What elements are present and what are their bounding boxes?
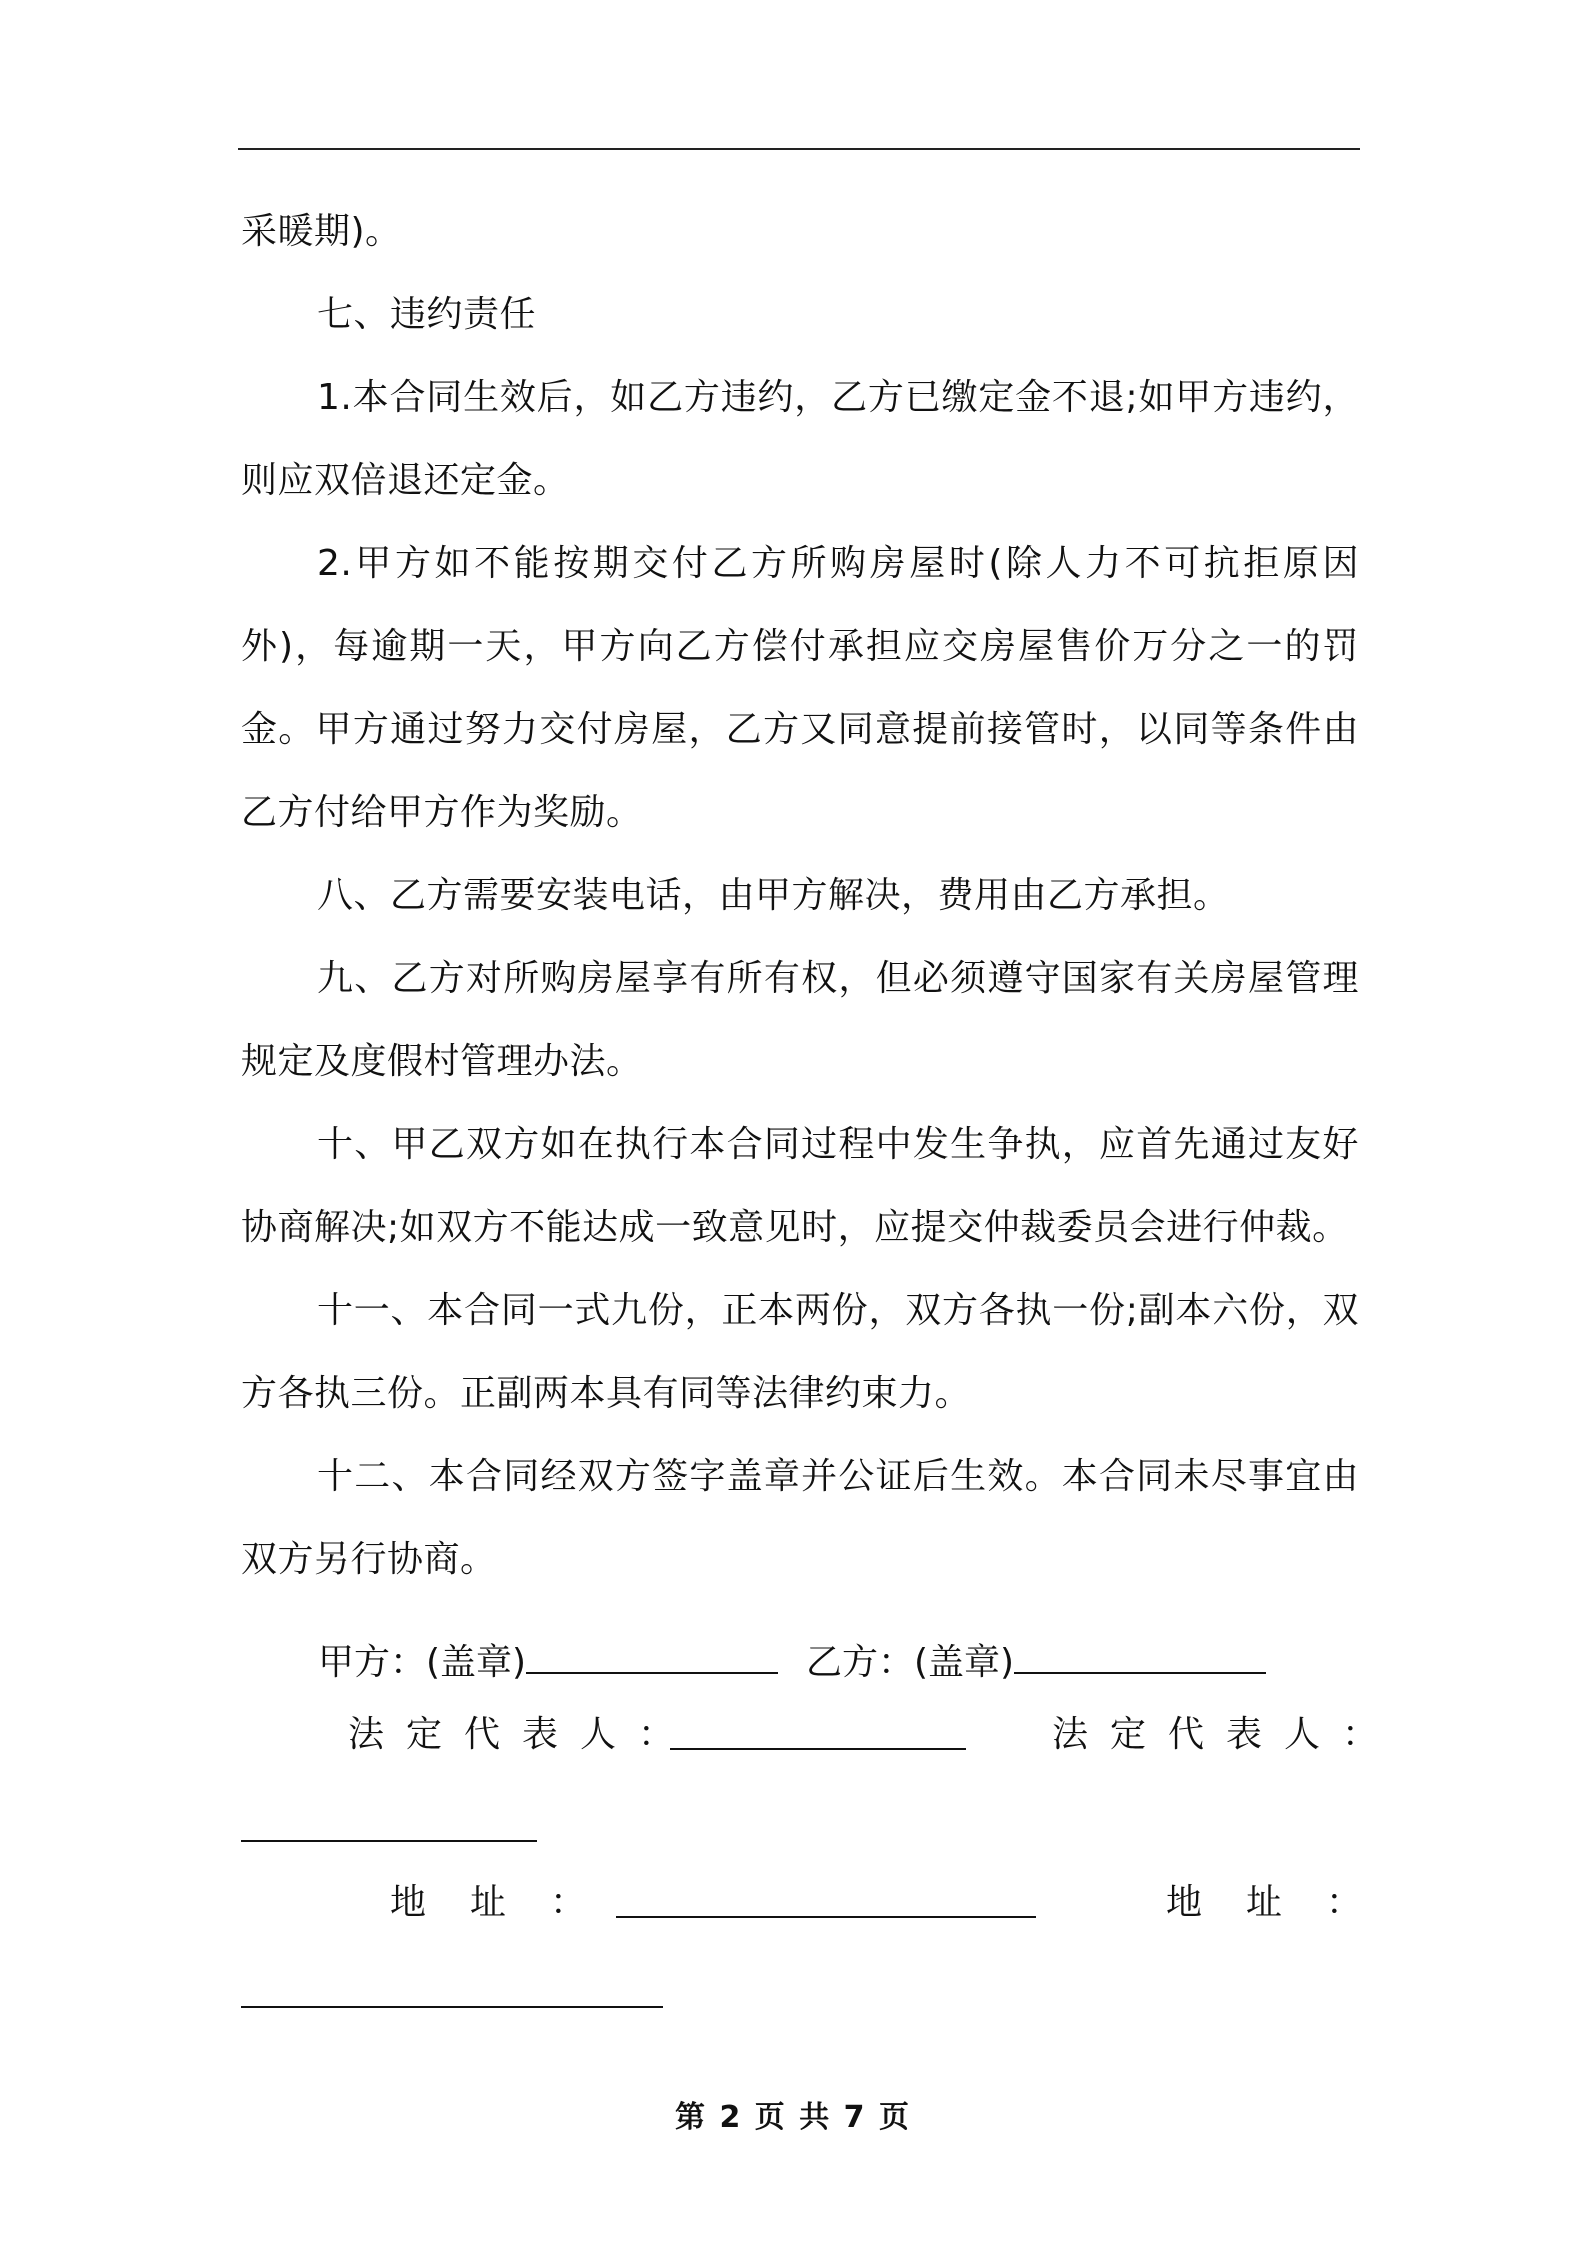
clause-breach-1: 1.本合同生效后，如乙方违约，乙方已缴定金不退;如甲方违约，则应双倍退还定金。	[241, 377, 1359, 501]
address-a-blank	[616, 1878, 1036, 1918]
section-heading-breach: 七、违约责任	[317, 294, 537, 335]
party-a-label: 甲方：(盖章)	[318, 1642, 527, 1683]
address-b-label: 地址：	[1166, 1882, 1407, 1923]
contract-body	[241, 190, 1359, 1601]
clause-12: 十二、本合同经双方签字盖章并公证后生效。本合同未尽事宜由双方另行协商。	[241, 1456, 1359, 1580]
legal-rep-b-blank-wrap	[241, 1802, 537, 1856]
clause-8: 八、乙方需要安装电话，由甲方解决，费用由乙方承担。	[317, 875, 1230, 916]
signature-party-b	[806, 1634, 1266, 1688]
clause-11: 十一、本合同一式九份，正本两份，双方各执一份;副本六份，双方各执三份。正副两本具有同等法律约束力。	[241, 1290, 1359, 1414]
signature-party-a	[318, 1634, 778, 1688]
legal-rep-a-label: 法定代表人：	[348, 1714, 697, 1755]
clause-10: 十、甲乙双方如在执行本合同过程中发生争执，应首先通过友好协商解决;如双方不能达成一致意见时，应提交仲裁委员会进行仲裁。	[241, 1124, 1359, 1248]
clause-9: 九、乙方对所购房屋享有所有权，但必须遵守国家有关房屋管理规定及度假村管理办法。	[241, 958, 1359, 1082]
party-a-seal-blank	[526, 1634, 778, 1674]
header-rule	[238, 148, 1360, 150]
page-footer: 第 2 页 共 7 页	[675, 2100, 911, 2135]
address-a-label: 地址：	[390, 1882, 631, 1923]
paragraph-continuation: 采暖期)。	[241, 211, 402, 252]
legal-rep-a-blank-wrap	[670, 1710, 966, 1764]
address-a-blank-wrap	[616, 1878, 1036, 1932]
address-b-blank-wrap	[241, 1968, 663, 2022]
legal-rep-b-label: 法定代表人：	[1052, 1714, 1401, 1755]
address-b-blank	[241, 1968, 663, 2008]
party-b-label: 乙方：(盖章)	[806, 1642, 1015, 1683]
party-b-seal-blank	[1014, 1634, 1266, 1674]
clause-breach-2: 2.甲方如不能按期交付乙方所购房屋时(除人力不可抗拒原因外)，每逾期一天，甲方向乙方偿付承担应交房屋售价万分之一的罚金。甲方通过努力交付房屋，乙方又同意提前接管时，以同等条件由乙方付给甲方作为奖励。	[241, 543, 1359, 833]
legal-rep-b-blank	[241, 1802, 537, 1842]
legal-rep-a-blank	[670, 1710, 966, 1750]
